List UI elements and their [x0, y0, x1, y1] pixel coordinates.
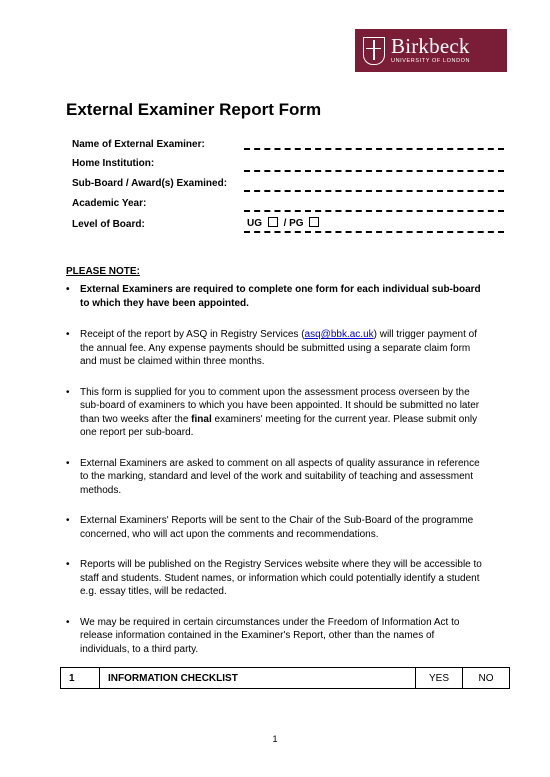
checklist-number: 1	[61, 668, 100, 689]
academic-year-field[interactable]	[244, 210, 504, 212]
level-of-board-line	[244, 231, 504, 233]
level-options	[247, 217, 322, 229]
ug-checkbox[interactable]	[268, 217, 278, 227]
table-row	[61, 668, 510, 689]
note-text: Receipt of the report by ASQ in Registry Services (	[80, 329, 305, 340]
page-title: External Examiner Report Form	[66, 100, 322, 119]
list-item: • External Examiners are asked to comment on all aspects of quality assurance in reference to the marking, standard and level of the work and suitability of teaching and assessment methods.	[66, 457, 486, 498]
note-heading: PLEASE NOTE:	[66, 266, 140, 277]
notes-list	[66, 283, 486, 656]
checklist-no-header: NO	[463, 668, 510, 689]
note-text: This form is supplied for you to comment upon the assessment process overseen by the sub-board of examiners to which you have been appointed. It should be submitted no later than two weeks after the	[80, 386, 480, 425]
label-examiner-name: Name of External Examiner:	[72, 139, 205, 150]
pg-label: PG	[289, 218, 304, 229]
examiner-name-field[interactable]	[244, 148, 504, 150]
sub-board-field[interactable]	[244, 190, 504, 192]
information-checklist-table	[60, 667, 510, 689]
checklist-title: INFORMATION CHECKLIST	[100, 668, 416, 689]
logo-subtitle: UNIVERSITY OF LONDON	[391, 58, 471, 65]
label-level-of-board: Level of Board:	[72, 219, 145, 230]
pg-checkbox[interactable]	[309, 217, 319, 227]
level-separator: /	[283, 218, 287, 229]
list-item: • We may be required in certain circumstances under the Freedom of Information Act to release information contained in the Examiner's Report, other than the names of individuals, to a third party.	[66, 616, 486, 657]
page-number: 1	[272, 734, 278, 744]
crest-icon	[363, 37, 385, 65]
checklist-yes-header: YES	[416, 668, 463, 689]
list-item: • External Examiners are required to complete one form for each individual sub-board to which they have been appointed.	[66, 283, 486, 310]
note-emphasis: final	[191, 413, 212, 425]
home-institution-field[interactable]	[244, 170, 504, 172]
label-academic-year: Academic Year:	[72, 198, 147, 209]
list-item: • Reports will be published on the Registry Services website where they will be accessible to staff and students. Student names, or information which could potentially identify a student e.g. essay titles, will be redacted.	[66, 558, 486, 599]
list-item	[66, 328, 486, 369]
email-link[interactable]: asq@bbk.ac.uk	[304, 329, 374, 340]
label-sub-board: Sub-Board / Award(s) Examined:	[72, 178, 228, 189]
note-text: examiners' meeting for the current year. Please submit only one report per sub-board.	[80, 413, 478, 438]
list-item	[66, 386, 486, 440]
birkbeck-logo	[355, 29, 507, 72]
logo-text	[391, 36, 470, 65]
list-item: • External Examiners' Reports will be sent to the Chair of the Sub-Board of the programme concerned, who will act upon the comments and recommendations.	[66, 514, 486, 541]
note-text: ) will trigger payment of the annual fee. Any expense payments should be submitted using a separate claim form and must be claimed within three months.	[80, 329, 477, 367]
logo-name: Birkbeck	[391, 34, 470, 59]
label-home-institution: Home Institution:	[72, 158, 155, 169]
ug-label: UG	[247, 218, 262, 229]
